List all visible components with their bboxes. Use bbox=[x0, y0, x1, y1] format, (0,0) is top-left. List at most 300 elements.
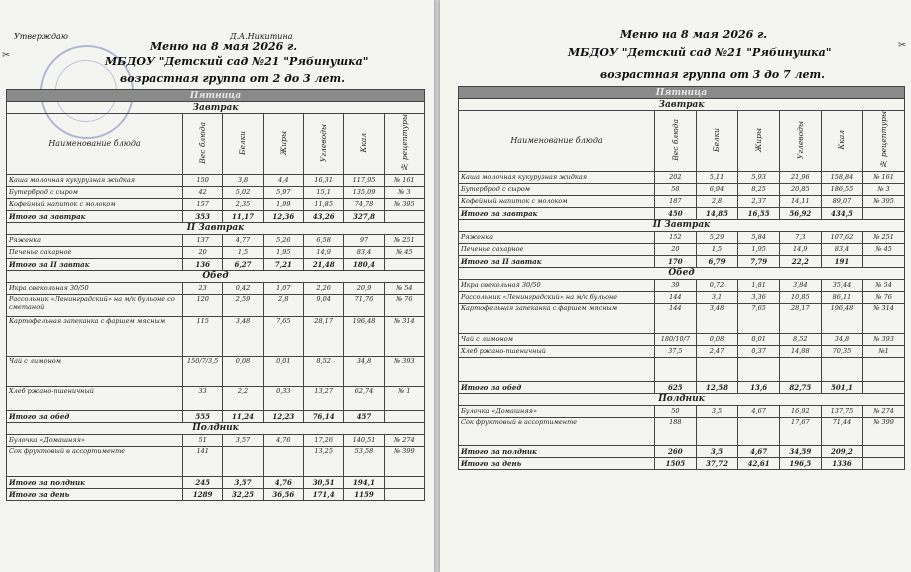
value-cell bbox=[738, 357, 780, 381]
dish-name: Печенье сахарное bbox=[459, 243, 655, 255]
column-header bbox=[303, 114, 343, 175]
value-cell: 58 bbox=[655, 183, 697, 195]
value-cell: 7,3 bbox=[779, 231, 821, 243]
value-cell: 0,01 bbox=[738, 333, 780, 345]
value-cell: 3,8 bbox=[223, 174, 263, 186]
dish-name: Итого за II завтак bbox=[459, 255, 655, 267]
value-cell: 62,74 bbox=[344, 386, 384, 410]
value-cell bbox=[384, 258, 424, 270]
column-header bbox=[384, 114, 424, 175]
value-cell: № 54 bbox=[863, 279, 905, 291]
dish-name: Каша молочная кукурузная жидкая bbox=[459, 171, 655, 183]
total-row bbox=[459, 207, 905, 219]
value-cell bbox=[863, 357, 905, 381]
value-cell: 16,92 bbox=[779, 405, 821, 417]
value-cell: 4,67 bbox=[738, 405, 780, 417]
menu-table-left bbox=[6, 89, 425, 501]
dish-row bbox=[459, 357, 905, 381]
value-cell: 37,72 bbox=[696, 457, 738, 469]
dish-row bbox=[459, 243, 905, 255]
dish-row bbox=[7, 282, 425, 294]
value-cell: № 45 bbox=[863, 243, 905, 255]
value-cell: 450 bbox=[655, 207, 697, 219]
value-cell: 137,75 bbox=[821, 405, 863, 417]
day-header: Пятница bbox=[459, 87, 905, 99]
total-row bbox=[459, 457, 905, 469]
dish-name: Сок фруктовый в ассортименте bbox=[7, 446, 183, 476]
value-cell: 30,51 bbox=[303, 476, 343, 488]
value-cell: 5,26 bbox=[263, 234, 303, 246]
value-cell: № 251 bbox=[863, 231, 905, 243]
dish-name: Икра свекольная 30/50 bbox=[459, 279, 655, 291]
value-cell: 4,76 bbox=[263, 434, 303, 446]
value-cell: 16,55 bbox=[738, 207, 780, 219]
value-cell: 14,85 bbox=[696, 207, 738, 219]
value-cell: 11,85 bbox=[303, 198, 343, 210]
org-name-left: МБДОУ "Детский сад №21 "Рябинушка" bbox=[105, 55, 369, 68]
value-cell: 21,48 bbox=[303, 258, 343, 270]
dish-name: Кофейный напиток с молоком bbox=[7, 198, 183, 210]
value-cell: 260 bbox=[655, 445, 697, 457]
dish-name: Картофельная запеканка с фаршем мясным bbox=[7, 316, 183, 356]
value-cell: 1,07 bbox=[263, 282, 303, 294]
value-cell: 34,59 bbox=[779, 445, 821, 457]
column-header bbox=[183, 114, 223, 175]
value-cell: № 1 bbox=[384, 386, 424, 410]
menu-table-right bbox=[458, 86, 905, 470]
dish-row bbox=[459, 417, 905, 445]
value-cell: 8,25 bbox=[738, 183, 780, 195]
value-cell: 1,95 bbox=[263, 246, 303, 258]
section-header: Обед bbox=[459, 267, 905, 279]
value-cell: 42,61 bbox=[738, 457, 780, 469]
dish-name: Рассольник «Ленинградский» на м/к бульоне bbox=[459, 291, 655, 303]
value-cell: 434,5 bbox=[821, 207, 863, 219]
value-cell: 1,95 bbox=[738, 243, 780, 255]
column-header bbox=[696, 111, 738, 172]
scissors-icon: ✂ bbox=[2, 50, 11, 61]
value-cell bbox=[263, 446, 303, 476]
scissors-icon: ✂ bbox=[898, 40, 907, 51]
value-cell: 76,14 bbox=[303, 410, 343, 422]
value-cell: 2,59 bbox=[223, 294, 263, 316]
value-cell: 0,08 bbox=[696, 333, 738, 345]
value-cell: 7,65 bbox=[263, 316, 303, 356]
section-header: Полдник bbox=[7, 422, 425, 434]
value-cell: 7,65 bbox=[738, 303, 780, 333]
value-cell: 194,1 bbox=[344, 476, 384, 488]
column-header-label: № рецептуры bbox=[399, 114, 409, 172]
value-cell: 171,4 bbox=[303, 488, 343, 500]
dish-row bbox=[459, 195, 905, 207]
value-cell: 8,52 bbox=[303, 356, 343, 386]
value-cell: 50 bbox=[655, 405, 697, 417]
column-header bbox=[738, 111, 780, 172]
value-cell: 83,4 bbox=[344, 246, 384, 258]
value-cell bbox=[696, 357, 738, 381]
value-cell: 150 bbox=[183, 174, 223, 186]
value-cell: 0,42 bbox=[223, 282, 263, 294]
value-cell: 71,76 bbox=[344, 294, 384, 316]
value-cell: 1505 bbox=[655, 457, 697, 469]
value-cell: № 76 bbox=[384, 294, 424, 316]
value-cell: 56,92 bbox=[779, 207, 821, 219]
value-cell: № 45 bbox=[384, 246, 424, 258]
value-cell: 501,1 bbox=[821, 381, 863, 393]
column-header-label: Углеводы bbox=[795, 120, 805, 159]
right-menu-sheet bbox=[440, 0, 911, 572]
value-cell: 11,17 bbox=[223, 210, 263, 222]
column-header bbox=[655, 111, 697, 172]
total-row bbox=[459, 445, 905, 457]
dish-name: Булочка «Домашняя» bbox=[459, 405, 655, 417]
value-cell: 180,4 bbox=[344, 258, 384, 270]
total-row bbox=[7, 488, 425, 500]
value-cell: 144 bbox=[655, 303, 697, 333]
value-cell: 17,26 bbox=[303, 434, 343, 446]
section-header: Завтрак bbox=[7, 102, 425, 114]
value-cell: 6,58 bbox=[303, 234, 343, 246]
dish-name: Итого за II завтак bbox=[7, 258, 183, 270]
column-header-label: Жиры bbox=[754, 127, 764, 152]
value-cell: 120 bbox=[183, 294, 223, 316]
value-cell bbox=[384, 488, 424, 500]
value-cell: 51 bbox=[183, 434, 223, 446]
dish-name: Итого за день bbox=[7, 488, 183, 500]
total-row bbox=[459, 381, 905, 393]
value-cell bbox=[863, 381, 905, 393]
value-cell: 3,48 bbox=[696, 303, 738, 333]
value-cell: № 314 bbox=[863, 303, 905, 333]
value-cell: 37,5 bbox=[655, 345, 697, 357]
column-header-label: Углеводы bbox=[319, 123, 329, 162]
dish-row bbox=[459, 231, 905, 243]
value-cell: 135,09 bbox=[344, 186, 384, 198]
value-cell bbox=[384, 210, 424, 222]
value-cell: 0,08 bbox=[223, 356, 263, 386]
value-cell: № 393 bbox=[384, 356, 424, 386]
value-cell: 117,95 bbox=[344, 174, 384, 186]
dish-row bbox=[7, 434, 425, 446]
value-cell: 20 bbox=[183, 246, 223, 258]
menu-title-left: Меню на 8 мая 2026 г. bbox=[150, 40, 298, 53]
value-cell: 3,48 bbox=[223, 316, 263, 356]
value-cell: 39 bbox=[655, 279, 697, 291]
value-cell: 1,99 bbox=[263, 198, 303, 210]
column-header-label: № рецептуры bbox=[879, 111, 889, 169]
dish-name: Кофейный напиток с молоком bbox=[459, 195, 655, 207]
value-cell: 33 bbox=[183, 386, 223, 410]
value-cell: № 399 bbox=[863, 417, 905, 445]
value-cell: 35,44 bbox=[821, 279, 863, 291]
menu-title-right: Меню на 8 мая 2026 г. bbox=[620, 28, 768, 41]
value-cell bbox=[384, 476, 424, 488]
dish-row bbox=[7, 198, 425, 210]
total-row bbox=[7, 410, 425, 422]
value-cell: № 395 bbox=[863, 195, 905, 207]
dish-row bbox=[459, 303, 905, 333]
value-cell: 36,56 bbox=[263, 488, 303, 500]
dish-row bbox=[7, 246, 425, 258]
value-cell: 2,8 bbox=[696, 195, 738, 207]
value-cell: 186,55 bbox=[821, 183, 863, 195]
dish-name: Итого за завтрак bbox=[7, 210, 183, 222]
value-cell: 28,17 bbox=[779, 303, 821, 333]
value-cell: 158,84 bbox=[821, 171, 863, 183]
value-cell bbox=[863, 445, 905, 457]
value-cell: 14,9 bbox=[779, 243, 821, 255]
total-row bbox=[7, 258, 425, 270]
value-cell bbox=[821, 357, 863, 381]
value-cell: 202 bbox=[655, 171, 697, 183]
value-cell: 3,57 bbox=[223, 476, 263, 488]
value-cell: 1289 bbox=[183, 488, 223, 500]
column-header-label: Ккал bbox=[837, 129, 847, 150]
dish-name: Каша молочная кукурузная жидкая bbox=[7, 174, 183, 186]
value-cell: 3,84 bbox=[779, 279, 821, 291]
value-cell: 1,5 bbox=[696, 243, 738, 255]
value-cell: 86,11 bbox=[821, 291, 863, 303]
column-header bbox=[821, 111, 863, 172]
value-cell: 457 bbox=[344, 410, 384, 422]
value-cell: 9,04 bbox=[303, 294, 343, 316]
value-cell: 150/7/3,5 bbox=[183, 356, 223, 386]
total-row bbox=[459, 255, 905, 267]
dish-row bbox=[459, 279, 905, 291]
value-cell: 23 bbox=[183, 282, 223, 294]
value-cell: 209,2 bbox=[821, 445, 863, 457]
total-row bbox=[7, 210, 425, 222]
column-header bbox=[779, 111, 821, 172]
value-cell bbox=[779, 357, 821, 381]
value-cell: № 393 bbox=[863, 333, 905, 345]
value-cell: 170 bbox=[655, 255, 697, 267]
value-cell: 7,79 bbox=[738, 255, 780, 267]
value-cell: № 3 bbox=[384, 186, 424, 198]
value-cell: 14,11 bbox=[779, 195, 821, 207]
value-cell: № 76 bbox=[863, 291, 905, 303]
column-header-label: Белки bbox=[238, 130, 248, 155]
value-cell: 17,67 bbox=[779, 417, 821, 445]
value-cell: 1159 bbox=[344, 488, 384, 500]
total-row bbox=[7, 476, 425, 488]
value-cell: 14,88 bbox=[779, 345, 821, 357]
value-cell: 2,26 bbox=[303, 282, 343, 294]
dish-row bbox=[7, 446, 425, 476]
dish-row bbox=[459, 291, 905, 303]
value-cell: 3,5 bbox=[696, 405, 738, 417]
column-header-label: Жиры bbox=[278, 130, 288, 155]
dish-name: Чай с лимоном bbox=[7, 356, 183, 386]
value-cell: 144 bbox=[655, 291, 697, 303]
value-cell: 4,77 bbox=[223, 234, 263, 246]
age-group-right: возрастная группа от 3 до 7 лет. bbox=[600, 68, 825, 81]
dish-name: Картофельная запеканка с фаршем мясным bbox=[459, 303, 655, 333]
dish-row bbox=[459, 345, 905, 357]
value-cell: 20,9 bbox=[344, 282, 384, 294]
value-cell: № 395 bbox=[384, 198, 424, 210]
value-cell: 0,33 bbox=[263, 386, 303, 410]
dish-row bbox=[7, 174, 425, 186]
value-cell: 11,24 bbox=[223, 410, 263, 422]
value-cell: 555 bbox=[183, 410, 223, 422]
value-cell: 10,85 bbox=[779, 291, 821, 303]
dish-name: Бутерброд с сыром bbox=[7, 186, 183, 198]
section-header: Обед bbox=[7, 270, 425, 282]
value-cell: 28,17 bbox=[303, 316, 343, 356]
value-cell: 2,2 bbox=[223, 386, 263, 410]
column-header bbox=[223, 114, 263, 175]
value-cell: 20,85 bbox=[779, 183, 821, 195]
value-cell: 70,35 bbox=[821, 345, 863, 357]
dish-name: Итого за обед bbox=[459, 381, 655, 393]
value-cell: 97 bbox=[344, 234, 384, 246]
value-cell: 3,36 bbox=[738, 291, 780, 303]
dish-name: Итого за полдник bbox=[7, 476, 183, 488]
value-cell: 74,78 bbox=[344, 198, 384, 210]
value-cell: 353 bbox=[183, 210, 223, 222]
column-header-label: Ккал bbox=[359, 132, 369, 153]
value-cell: № 274 bbox=[863, 405, 905, 417]
value-cell: 152 bbox=[655, 231, 697, 243]
value-cell: 188 bbox=[655, 417, 697, 445]
value-cell: 140,51 bbox=[344, 434, 384, 446]
value-cell: 0,37 bbox=[738, 345, 780, 357]
value-cell: № 3 bbox=[863, 183, 905, 195]
value-cell: 8,52 bbox=[779, 333, 821, 345]
value-cell bbox=[384, 410, 424, 422]
dish-name: Итого за завтрак bbox=[459, 207, 655, 219]
value-cell bbox=[696, 417, 738, 445]
column-header-label: Вес блюда bbox=[670, 118, 680, 161]
value-cell: 43,26 bbox=[303, 210, 343, 222]
section-header: II Завтрак bbox=[459, 219, 905, 231]
value-cell: 107,62 bbox=[821, 231, 863, 243]
dish-name: Итого за день bbox=[459, 457, 655, 469]
value-cell: № 314 bbox=[384, 316, 424, 356]
value-cell: 83,4 bbox=[821, 243, 863, 255]
value-cell: 191 bbox=[821, 255, 863, 267]
value-cell: 625 bbox=[655, 381, 697, 393]
value-cell: 6,94 bbox=[696, 183, 738, 195]
value-cell: 1336 bbox=[821, 457, 863, 469]
value-cell: 115 bbox=[183, 316, 223, 356]
dish-row bbox=[459, 405, 905, 417]
dish-name: Итого за полдник bbox=[459, 445, 655, 457]
value-cell: 157 bbox=[183, 198, 223, 210]
value-cell: 196,5 bbox=[779, 457, 821, 469]
value-cell: 4,76 bbox=[263, 476, 303, 488]
dish-name bbox=[459, 357, 655, 381]
value-cell: 89,07 bbox=[821, 195, 863, 207]
value-cell: 20 bbox=[655, 243, 697, 255]
value-cell: 5,84 bbox=[738, 231, 780, 243]
value-cell: 2,35 bbox=[223, 198, 263, 210]
dish-row bbox=[459, 333, 905, 345]
dish-row bbox=[459, 171, 905, 183]
value-cell: 14,9 bbox=[303, 246, 343, 258]
value-cell: № 274 bbox=[384, 434, 424, 446]
dish-name: Икра свекольная 30/50 bbox=[7, 282, 183, 294]
value-cell: 15,1 bbox=[303, 186, 343, 198]
dish-row bbox=[7, 294, 425, 316]
dish-name: Чай с лимоном bbox=[459, 333, 655, 345]
age-group-left: возрастная группа от 2 до 3 лет. bbox=[120, 72, 345, 85]
value-cell: 12,58 bbox=[696, 381, 738, 393]
value-cell: 0,01 bbox=[263, 356, 303, 386]
dish-name: Ряженка bbox=[7, 234, 183, 246]
value-cell bbox=[223, 446, 263, 476]
value-cell: 42 bbox=[183, 186, 223, 198]
day-header: Пятница bbox=[7, 90, 425, 102]
dish-name: Сок фруктовый в ассортименте bbox=[459, 417, 655, 445]
value-cell: 2,8 bbox=[263, 294, 303, 316]
value-cell: № 161 bbox=[863, 171, 905, 183]
column-header: Наименование блюда bbox=[7, 114, 183, 175]
value-cell: 5,29 bbox=[696, 231, 738, 243]
value-cell: 3,5 bbox=[696, 445, 738, 457]
value-cell: 136 bbox=[183, 258, 223, 270]
value-cell: 6,27 bbox=[223, 258, 263, 270]
value-cell: 34,8 bbox=[821, 333, 863, 345]
value-cell: 5,02 bbox=[223, 186, 263, 198]
dish-name: Итого за обед bbox=[7, 410, 183, 422]
column-header-label: Вес блюда bbox=[198, 121, 208, 164]
value-cell: 196,48 bbox=[821, 303, 863, 333]
value-cell: 6,79 bbox=[696, 255, 738, 267]
approve-label: Утверждаю bbox=[14, 32, 68, 41]
dish-row bbox=[7, 316, 425, 356]
value-cell: 71,44 bbox=[821, 417, 863, 445]
dish-row bbox=[7, 356, 425, 386]
value-cell bbox=[863, 457, 905, 469]
value-cell: 0,72 bbox=[696, 279, 738, 291]
dish-name: Булочка «Домашняя» bbox=[7, 434, 183, 446]
value-cell: 4,67 bbox=[738, 445, 780, 457]
value-cell: 7,21 bbox=[263, 258, 303, 270]
dish-name: Хлеб ржано-пшеничный bbox=[7, 386, 183, 410]
dish-name: Печенье сахарное bbox=[7, 246, 183, 258]
left-menu-sheet bbox=[0, 0, 434, 572]
value-cell: № 399 bbox=[384, 446, 424, 476]
value-cell: 327,8 bbox=[344, 210, 384, 222]
value-cell: 180/10/7 bbox=[655, 333, 697, 345]
dish-row bbox=[7, 234, 425, 246]
value-cell: № 54 bbox=[384, 282, 424, 294]
column-header: Наименование блюда bbox=[459, 111, 655, 172]
value-cell bbox=[863, 255, 905, 267]
value-cell: 22,2 bbox=[779, 255, 821, 267]
dish-row bbox=[459, 183, 905, 195]
value-cell: 1,5 bbox=[223, 246, 263, 258]
value-cell: 187 bbox=[655, 195, 697, 207]
section-header: Полдник bbox=[459, 393, 905, 405]
value-cell: 32,25 bbox=[223, 488, 263, 500]
dish-name: Ряженка bbox=[459, 231, 655, 243]
section-header: Завтрак bbox=[459, 99, 905, 111]
dish-name: Хлеб ржано-пшеничный bbox=[459, 345, 655, 357]
value-cell: 16,31 bbox=[303, 174, 343, 186]
value-cell: 2,47 bbox=[696, 345, 738, 357]
value-cell: 13,25 bbox=[303, 446, 343, 476]
column-header bbox=[344, 114, 384, 175]
dish-name: Рассольник «Ленинградский» на м/к бульоне со сметаной bbox=[7, 294, 183, 316]
value-cell: 2,37 bbox=[738, 195, 780, 207]
value-cell: 141 bbox=[183, 446, 223, 476]
column-header bbox=[263, 114, 303, 175]
value-cell bbox=[863, 207, 905, 219]
dish-name: Бутерброд с сыром bbox=[459, 183, 655, 195]
